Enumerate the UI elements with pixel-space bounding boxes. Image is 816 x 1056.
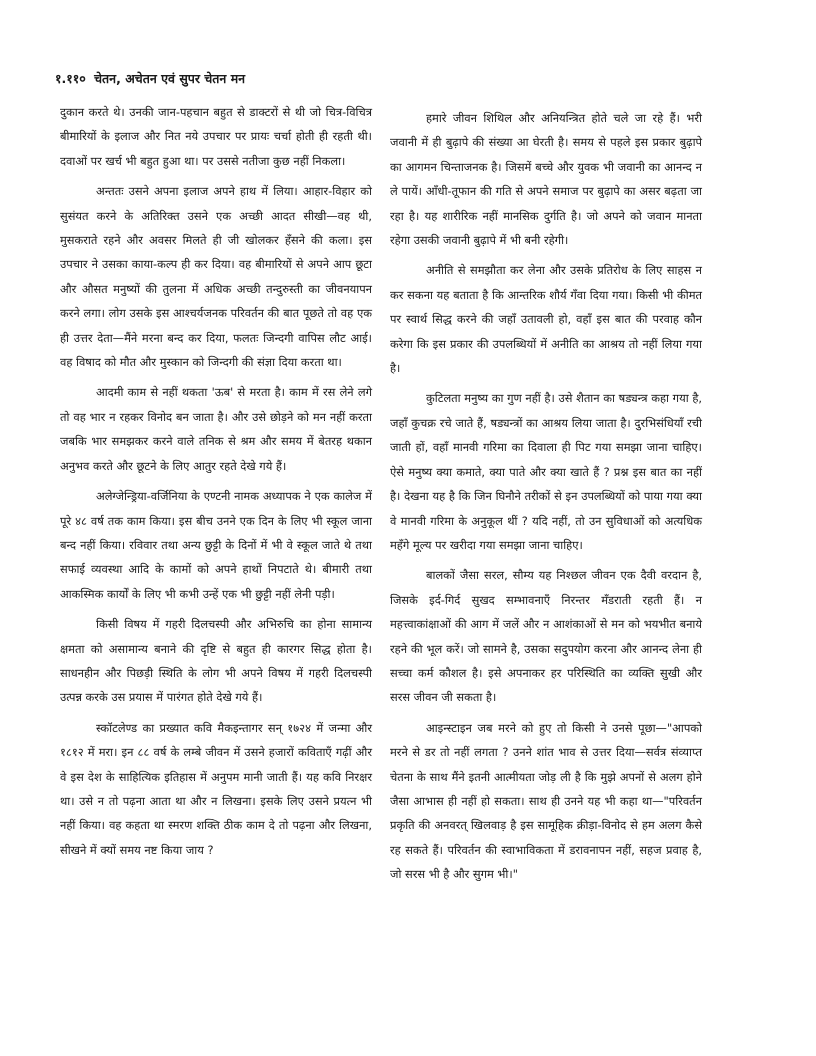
- page-header: [55, 66, 755, 92]
- paragraph: बालकों जैसा सरल, सौम्य यह निश्छल जीवन एक दैवी वरदान है, जिसके इर्द-गिर्द सुखद सम्भावनाएँ निरन्तर मँडराती रहती हैं। न महत्त्वाकांक्षाओं की आग में जलें और न आशंकाओं से मन को भयभीत बनाये रहने की भूल करें। जो सामने है, उसका सदुपयोग करना और आनन्द लेना ही सच्चा कर्म कौशल है। इसे अपनाकर हर परिस्थिति का व्यक्ति सुखी और सरस जीवन जी सकता है।: [390, 568, 702, 705]
- paragraph: आदमी काम से नहीं थकता 'ऊब' से मरता है। काम में रस लेने लगे तो वह भार न रहकर विनोद बन जाता है। और उसे छोड़ने को मन नहीं करता जबकि भार समझकर करने वाले तनिक से श्रम और समय में बेतरह थकान अनुभव करते और छूटने के लिए आतुर रहते देखे गये हैं।: [60, 385, 372, 473]
- right-column: [390, 100, 702, 893]
- paragraph: अनीति से समझौता कर लेना और उसके प्रतिरोध के लिए साहस न कर सकना यह बताता है कि आन्तरिक शौर्य गँवा दिया गया। किसी भी कीमत पर स्वार्थ सिद्ध करने की जहाँ उतावली हो, वहाँ इस बात की परवाह कौन करेगा कि इस प्रकार की उपलब्धियों में अनीति का आश्रय तो नहीं लिया गया है।: [390, 263, 702, 376]
- left-column: [60, 100, 372, 868]
- paragraph: अलेग्जेन्ड्रिया-वर्जिनिया के एण्टनी नामक अध्यापक ने एक कालेज में पूरे ४८ वर्ष तक काम किया। इस बीच उनने एक दिन के लिए भी स्कूल जाना बन्द नहीं किया। रविवार तथा अन्य छुट्टी के दिनों में भी वे स्कूल जाते थे तथा सफाई व्यवस्था आदि के कामों को अपने हाथों निपटाते थे। बीमारी तथा आकस्मिक कार्यों के लिए भी कभी उन्हें एक भी छुट्टी नहीं लेनी पड़ी।: [60, 489, 372, 601]
- paragraph: हमारे जीवन शिथिल और अनियन्त्रित होते चले जा रहे हैं। भरी जवानी में ही बुढ़ापे की संख्या आ घेरती है। समय से पहले इस प्रकार बुढ़ापे का आगमन चिन्ताजनक है। जिसमें बच्चे और युवक भी जवानी का आनन्द न ले पायें। आँधी-तूफान की गति से अपने समाज पर बुढ़ापे का असर बढ़ता जा रहा है। यह शारीरिक नहीं मानसिक दुर्गति है। जो अपने को जवान मानता रहेगा उसकी जवानी बुढ़ापे में भी बनी रहेगी।: [390, 111, 702, 248]
- paragraph: किसी विषय में गहरी दिलचस्पी और अभिरुचि का होना सामान्य क्षमता को असामान्य बनाने की दृष्टि से बहुत ही कारगर सिद्ध होता है। साधनहीन और पिछड़ी स्थिति के लोग भी अपने विषय में गहरी दिलचस्पी उत्पन्न करके उस प्रयास में पारंगत होते देखे गये हैं।: [60, 617, 372, 705]
- paragraph: दुकान करते थे। उनकी जान-पहचान बहुत से डाक्टरों से थी जो चित्र-विचित्र बीमारियों के इलाज और नित नये उपचार पर प्रायः चर्चा होती ही रहती थी। दवाओं पर खर्च भी बहुत हुआ था। पर उससे नतीजा कुछ नहीं निकला।: [60, 105, 372, 168]
- page-title: चेतन, अचेतन एवं सुपर चेतन मन: [94, 71, 246, 86]
- page-number: १.११०: [55, 71, 86, 86]
- paragraph: कुटिलता मनुष्य का गुण नहीं है। उसे शैतान का षड्यन्त्र कहा गया है, जहाँ कुचक्र रचे जाते हैं, षड्यन्त्रों का आश्रय लिया जाता है। दुरभिसंधियाँ रची जाती हों, वहाँ मानवी गरिमा का दिवाला ही पिट गया समझा जाना चाहिए। ऐसे मनुष्य क्या कमाते, क्या पाते और क्या खाते हैं ? प्रश्न इस बात का नहीं है। देखना यह है कि जिन घिनौने तरीकों से इन उपलब्धियों को पाया गया क्या वे मानवी गरिमा के अनुकूल थीं ? यदि नहीं, तो उन सुविधाओं को अत्यधिक महँगे मूल्य पर खरीदा गया समझा जाना चाहिए।: [390, 391, 702, 552]
- paragraph: आइन्स्टाइन जब मरने को हुए तो किसी ने उनसे पूछा—"आपको मरने से डर तो नहीं लगता ? उनने शांत भाव से उत्तर दिया—सर्वत्र संव्याप्त चेतना के साथ मैंने इतनी आत्मीयता जोड़ ली है कि मुझे अपनों से अलग होने जैसा आभास ही नहीं हो सकता। साथ ही उनने यह भी कहा था—"परिवर्तन प्रकृति की अनवरत् खिलवाड़ है इस सामूहिक क्रीड़ा-विनोद से हम अलग कैसे रह सकते हैं। परिवर्तन की स्वाभाविकता में डरावनापन नहीं, सहज प्रवाह है, जो सरस भी है और सुगम भी।": [390, 720, 702, 882]
- paragraph: स्कॉटलेण्ड का प्रख्यात कवि मैकइन्तागर सन् १७२४ में जन्मा और १८१२ में मरा। इन ८८ वर्ष के लम्बे जीवन में उसने हजारों कविताएँ गढ़ीं और वे इस देश के साहित्यिक इतिहास में अनुपम मानी जाती हैं। यह कवि निरक्षर था। उसे न तो पढ़ना आता था और न लिखना। इसके लिए उसने प्रयत्न भी नहीं किया। वह कहता था स्मरण शक्ति ठीक काम दे तो पढ़ना और लिखना, सीखने में क्यों समय नष्ट किया जाय ?: [60, 720, 372, 857]
- paragraph: अन्ततः उसने अपना इलाज अपने हाथ में लिया। आहार-विहार को सुसंयत करने के अतिरिक्त उसने एक अच्छी आदत सीखी—वह थी, मुसकराते रहने और अवसर मिलते ही जी खोलकर हँसने की कला। इस उपचार ने उसका काया-कल्प ही कर दिया। वह बीमारियों से अपने आप छूटा और औसत मनुष्यों की तुलना में अधिक अच्छी तन्दुरुस्ती का जीवनयापन करने लगा। लोग उसके इस आश्चर्यजनक परिवर्तन की बात पूछते तो वह एक ही उत्तर देता—मैंने मरना बन्द कर दिया, फलतः जिन्दगी वापिस लौट आई। वह विषाद को मौत और मुस्कान को जिन्दगी की संज्ञा दिया करता था।: [60, 184, 372, 370]
